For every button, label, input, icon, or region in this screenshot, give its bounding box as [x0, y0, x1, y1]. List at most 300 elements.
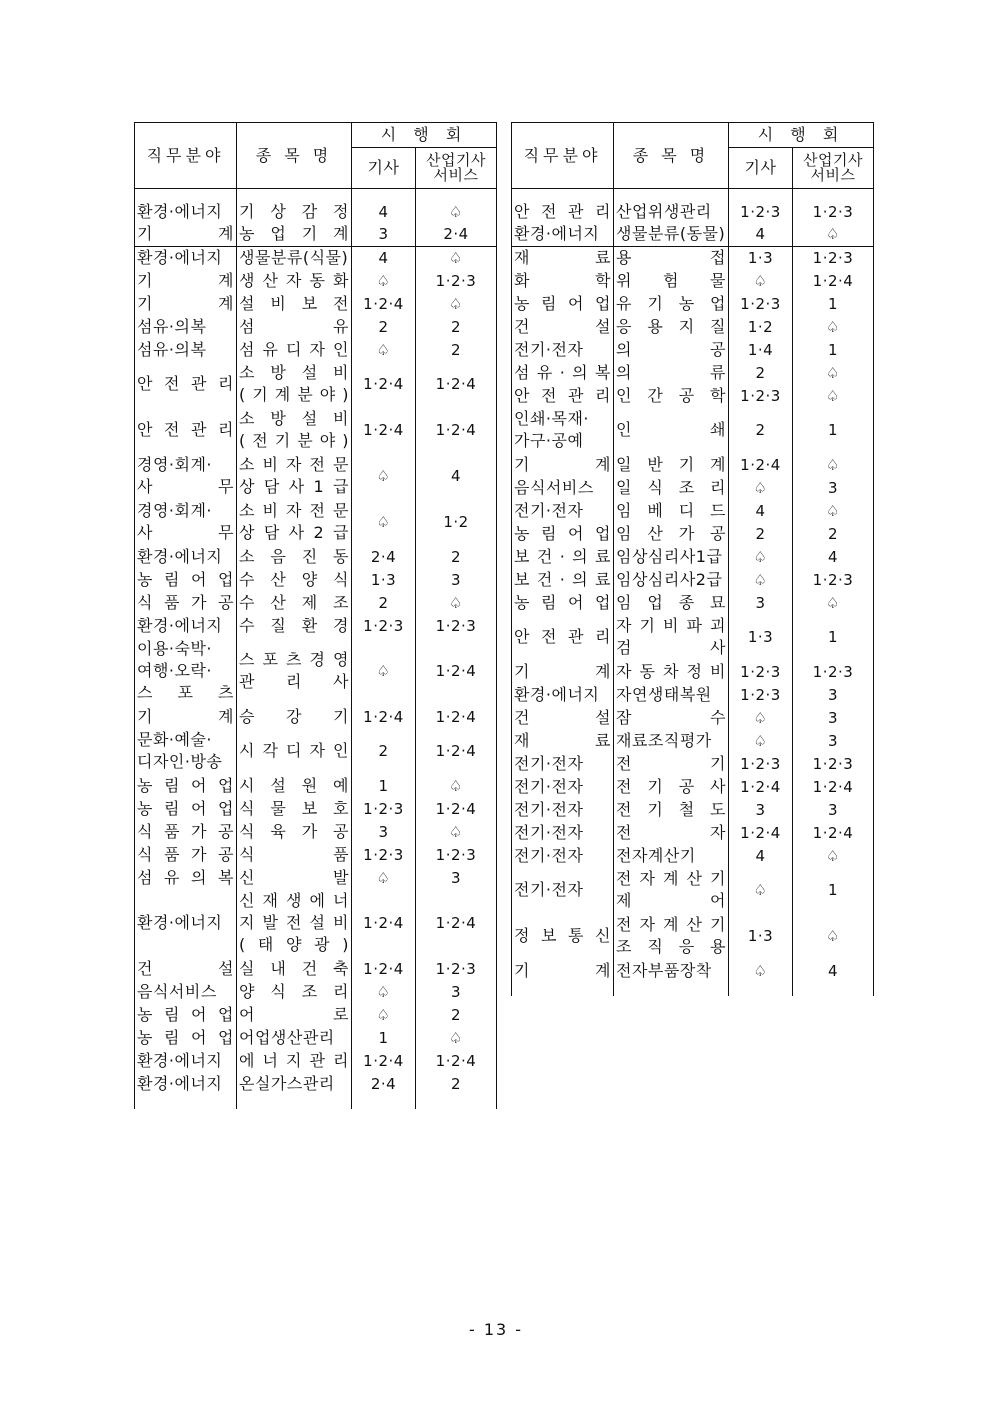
- sanup-round-cell: 2: [416, 338, 497, 361]
- table-row: [512, 867, 874, 913]
- table-row: [512, 223, 874, 246]
- sanup-round-cell: 1·2·4: [793, 269, 874, 292]
- sanup-round-cell: 1·2: [416, 499, 497, 545]
- job-field-cell: 전기·전자: [512, 775, 614, 798]
- gisa-round-cell: 1·2·4: [729, 453, 793, 476]
- exam-name-cell: 신 발: [237, 866, 352, 889]
- gisa-round-cell: 1·3: [729, 913, 793, 959]
- sanup-round-cell: 1·2·4: [416, 361, 497, 407]
- job-field-cell: 기 계: [135, 705, 237, 728]
- gisa-round-cell: 4: [352, 246, 416, 269]
- sanup-round-cell: 1: [793, 407, 874, 453]
- gisa-round-cell: 1·3: [352, 568, 416, 591]
- exam-name-cell: 일 식 조 리: [614, 476, 729, 499]
- job-field-cell: 보 건 · 의 료: [512, 545, 614, 568]
- exam-name-cell: 양 식 조 리: [237, 980, 352, 1003]
- job-field-cell: 전기·전자: [512, 499, 614, 522]
- job-field-cell: 환경·에너지: [512, 683, 614, 706]
- gisa-round-cell: 1: [352, 774, 416, 797]
- job-field-cell: 정 보 통 신: [512, 913, 614, 959]
- table-row: [512, 614, 874, 660]
- sanup-round-cell: 3: [793, 729, 874, 752]
- job-field-cell: 식 품 가 공: [135, 843, 237, 866]
- gisa-round-cell: 1·2·3: [729, 752, 793, 775]
- gisa-round-cell: 1·2: [729, 315, 793, 338]
- exam-name-cell: 수 산 제 조: [237, 591, 352, 614]
- header-sanup: [416, 148, 497, 189]
- job-field-cell: 환경·에너지: [135, 545, 237, 568]
- gisa-round-cell: 1·2·4: [729, 821, 793, 844]
- table-row: [135, 637, 497, 705]
- exam-name-cell: 승 강 기: [237, 705, 352, 728]
- sanup-round-cell: 2: [416, 545, 497, 568]
- exam-name-cell: 스 포 츠 경 영 관 리 사: [237, 637, 352, 705]
- exam-name-cell: 기 상 감 정: [237, 189, 352, 224]
- sanup-round-cell: 1·2·4: [416, 407, 497, 453]
- job-field-cell: 재 료: [512, 246, 614, 269]
- gisa-round-cell: ♤: [729, 568, 793, 591]
- exam-name-cell: 용 접: [614, 246, 729, 269]
- gisa-round-cell: ♤: [352, 980, 416, 1003]
- sanup-round-cell: 1·2·3: [793, 752, 874, 775]
- job-field-cell: 안 전 관 리: [512, 614, 614, 660]
- table-bottom-spacer: [135, 1095, 497, 1109]
- table-row: [512, 729, 874, 752]
- sanup-round-cell: 1·2·3: [416, 614, 497, 637]
- sanup-round-cell: 1·2·3: [416, 269, 497, 292]
- job-field-cell: 전기·전자: [512, 821, 614, 844]
- table-row: [135, 1003, 497, 1026]
- table-row: [135, 315, 497, 338]
- sanup-round-cell: ♤: [416, 189, 497, 224]
- exam-name-cell: 수 질 환 경: [237, 614, 352, 637]
- sanup-round-cell: 3: [793, 476, 874, 499]
- exam-name-cell: 인 간 공 학: [614, 384, 729, 407]
- header-exam-rounds: 시 행 회: [352, 123, 497, 148]
- sanup-round-cell: ♤: [416, 820, 497, 843]
- gisa-round-cell: ♤: [352, 637, 416, 705]
- exam-name-cell: 임 베 디 드: [614, 499, 729, 522]
- gisa-round-cell: 1·2·3: [352, 843, 416, 866]
- gisa-round-cell: ♤: [729, 269, 793, 292]
- header-sanup-label: 산업기사 서비스: [803, 151, 863, 184]
- table-row: [512, 660, 874, 683]
- sanup-round-cell: 1: [793, 867, 874, 913]
- job-field-cell: 화 학: [512, 269, 614, 292]
- sanup-round-cell: 1·2·4: [416, 637, 497, 705]
- spacer-cell: [135, 1095, 237, 1109]
- table-row: [512, 338, 874, 361]
- exam-name-cell: 소 방 설 비 ( 전 기 분 야 ): [237, 407, 352, 453]
- job-field-cell: 전기·전자: [512, 844, 614, 867]
- exam-name-cell: 어 로: [237, 1003, 352, 1026]
- table-row: [512, 499, 874, 522]
- table-row: [135, 407, 497, 453]
- sanup-round-cell: ♤: [793, 315, 874, 338]
- gisa-round-cell: 2: [352, 315, 416, 338]
- gisa-round-cell: 2: [729, 407, 793, 453]
- sanup-round-cell: 1·2·4: [793, 775, 874, 798]
- sanup-round-cell: 1·2·4: [416, 797, 497, 820]
- gisa-round-cell: ♤: [729, 545, 793, 568]
- job-field-cell: 기 계: [512, 660, 614, 683]
- table-row: [135, 980, 497, 1003]
- gisa-round-cell: 1·4: [729, 338, 793, 361]
- table-row: [135, 889, 497, 957]
- exam-name-cell: 일 반 기 계: [614, 453, 729, 476]
- table-row: [512, 189, 874, 224]
- header-gisa: 기사: [352, 148, 416, 189]
- exam-name-cell: 전 기: [614, 752, 729, 775]
- exam-name-cell: 임 업 종 묘: [614, 591, 729, 614]
- sanup-round-cell: 3: [793, 798, 874, 821]
- table-row: [512, 683, 874, 706]
- table-row: [135, 1049, 497, 1072]
- exam-name-cell: 에 너 지 관 리: [237, 1049, 352, 1072]
- job-field-cell: 농 림 어 업: [512, 292, 614, 315]
- sanup-round-cell: 1·2·3: [416, 843, 497, 866]
- exam-name-cell: 재료조직평가: [614, 729, 729, 752]
- sanup-round-cell: 3: [793, 683, 874, 706]
- table-row: [512, 775, 874, 798]
- job-field-cell: 농 림 어 업: [135, 1026, 237, 1049]
- gisa-round-cell: 4: [729, 844, 793, 867]
- sanup-round-cell: 3: [416, 866, 497, 889]
- left-exam-table: [134, 122, 497, 1109]
- exam-name-cell: 임상심리사2급: [614, 568, 729, 591]
- job-field-cell: 기 계: [135, 223, 237, 246]
- sanup-round-cell: ♤: [416, 246, 497, 269]
- table-row: [512, 591, 874, 614]
- sanup-round-cell: ♤: [793, 499, 874, 522]
- sanup-round-cell: 3: [416, 980, 497, 1003]
- table-row: [512, 476, 874, 499]
- job-field-cell: 섬유·의복: [135, 338, 237, 361]
- gisa-round-cell: 3: [729, 798, 793, 821]
- table-row: [135, 820, 497, 843]
- table-row: [512, 522, 874, 545]
- gisa-round-cell: 1·2·4: [352, 889, 416, 957]
- header-field: 직무분야: [512, 123, 614, 189]
- exam-name-cell: 전자부품장착: [614, 959, 729, 982]
- header-field: 직무분야: [135, 123, 237, 189]
- job-field-cell: 안 전 관 리: [135, 361, 237, 407]
- table-bottom-spacer: [512, 982, 874, 996]
- sanup-round-cell: 2: [416, 315, 497, 338]
- job-field-cell: 건 설: [512, 706, 614, 729]
- table-row: [512, 315, 874, 338]
- header-name: 종 목 명: [614, 123, 729, 189]
- exam-name-cell: 농 업 기 계: [237, 223, 352, 246]
- job-field-cell: 인쇄·목재· 가구·공예: [512, 407, 614, 453]
- gisa-round-cell: 1·2·3: [729, 660, 793, 683]
- table-row: [512, 292, 874, 315]
- table-row: [512, 384, 874, 407]
- job-field-cell: 농 림 어 업: [512, 522, 614, 545]
- gisa-round-cell: ♤: [729, 959, 793, 982]
- table-row: [135, 728, 497, 774]
- exam-name-cell: 온실가스관리: [237, 1072, 352, 1095]
- job-field-cell: 농 림 어 업: [135, 797, 237, 820]
- page-number: - 13 -: [468, 1320, 524, 1339]
- exam-name-cell: 시 각 디 자 인: [237, 728, 352, 774]
- exam-name-cell: 전 기 공 사: [614, 775, 729, 798]
- gisa-round-cell: 4: [352, 189, 416, 224]
- gisa-round-cell: 2: [729, 361, 793, 384]
- gisa-round-cell: 1·2·3: [729, 683, 793, 706]
- sanup-round-cell: 1·2·3: [793, 660, 874, 683]
- table-row: [135, 866, 497, 889]
- job-field-cell: 음식서비스: [512, 476, 614, 499]
- table-row: [512, 913, 874, 959]
- exam-name-cell: 자 기 비 파 괴 검 사: [614, 614, 729, 660]
- sanup-round-cell: 1·2·3: [416, 957, 497, 980]
- gisa-round-cell: 2: [352, 728, 416, 774]
- job-field-cell: 기 계: [135, 269, 237, 292]
- sanup-round-cell: 2: [416, 1003, 497, 1026]
- exam-name-cell: 유 기 농 업: [614, 292, 729, 315]
- sanup-round-cell: 3: [416, 568, 497, 591]
- exam-name-cell: 응 용 지 질: [614, 315, 729, 338]
- gisa-round-cell: 1·2·3: [729, 292, 793, 315]
- table-row: [135, 269, 497, 292]
- gisa-round-cell: ♤: [729, 706, 793, 729]
- table-row: [135, 545, 497, 568]
- job-field-cell: 농 림 어 업: [135, 1003, 237, 1026]
- sanup-round-cell: 1·2·4: [416, 889, 497, 957]
- table-row: [512, 269, 874, 292]
- table-row: [135, 1072, 497, 1095]
- job-field-cell: 농 림 어 업: [135, 568, 237, 591]
- job-field-cell: 보 건 · 의 료: [512, 568, 614, 591]
- job-field-cell: 안 전 관 리: [512, 384, 614, 407]
- exam-name-cell: 소 방 설 비 ( 기 계 분 야 ): [237, 361, 352, 407]
- header-sanup: [793, 148, 874, 189]
- table-row: [135, 614, 497, 637]
- gisa-round-cell: 1·2·4: [352, 1049, 416, 1072]
- job-field-cell: 안 전 관 리: [512, 189, 614, 224]
- gisa-round-cell: ♤: [729, 729, 793, 752]
- table-row: [135, 568, 497, 591]
- job-field-cell: 문화·예술· 디자인·방송: [135, 728, 237, 774]
- job-field-cell: 기 계: [512, 959, 614, 982]
- exam-name-cell: 전 자 계 산 기 조 직 응 용: [614, 913, 729, 959]
- job-field-cell: 환경·에너지: [135, 614, 237, 637]
- exam-name-cell: 전 자: [614, 821, 729, 844]
- sanup-round-cell: 2: [416, 1072, 497, 1095]
- exam-name-cell: 산업위생관리: [614, 189, 729, 224]
- spacer-cell: [416, 1095, 497, 1109]
- gisa-round-cell: 1·3: [729, 246, 793, 269]
- exam-name-cell: 섬 유 디 자 인: [237, 338, 352, 361]
- exam-name-cell: 의 류: [614, 361, 729, 384]
- sanup-round-cell: ♤: [793, 844, 874, 867]
- gisa-round-cell: ♤: [352, 1003, 416, 1026]
- exam-name-cell: 실 내 건 축: [237, 957, 352, 980]
- table-row: [135, 246, 497, 269]
- gisa-round-cell: 1·2·3: [352, 614, 416, 637]
- exam-name-cell: 의 공: [614, 338, 729, 361]
- spacer-cell: [614, 982, 729, 996]
- table-row: [512, 246, 874, 269]
- job-field-cell: 농 림 어 업: [512, 591, 614, 614]
- exam-name-cell: 설 비 보 전: [237, 292, 352, 315]
- exam-name-cell: 생물분류(동물): [614, 223, 729, 246]
- job-field-cell: 전기·전자: [512, 798, 614, 821]
- table-row: [135, 843, 497, 866]
- gisa-round-cell: 2: [352, 591, 416, 614]
- exam-name-cell: 어업생산관리: [237, 1026, 352, 1049]
- exam-name-cell: 시 설 원 예: [237, 774, 352, 797]
- gisa-round-cell: ♤: [352, 499, 416, 545]
- exam-name-cell: 신 재 생 에 너 지 발 전 설 비 ( 태 양 광 ): [237, 889, 352, 957]
- exam-name-cell: 소 비 자 전 문 상 담 사 1 급: [237, 453, 352, 499]
- gisa-round-cell: 1·2·4: [352, 705, 416, 728]
- job-field-cell: 건 설: [135, 957, 237, 980]
- table-row: [512, 545, 874, 568]
- sanup-round-cell: ♤: [793, 384, 874, 407]
- job-field-cell: 기 계: [135, 292, 237, 315]
- exam-name-cell: 생물분류(식물): [237, 246, 352, 269]
- job-field-cell: 경영·회계· 사 무: [135, 453, 237, 499]
- spacer-cell: [352, 1095, 416, 1109]
- sanup-round-cell: 1: [793, 614, 874, 660]
- sanup-round-cell: ♤: [793, 223, 874, 246]
- sanup-round-cell: ♤: [793, 453, 874, 476]
- gisa-round-cell: 1·2·3: [729, 189, 793, 224]
- exam-name-cell: 수 산 양 식: [237, 568, 352, 591]
- table-row: [135, 705, 497, 728]
- spacer-cell: [237, 1095, 352, 1109]
- sanup-round-cell: 1·2·4: [416, 1049, 497, 1072]
- job-field-cell: 전기·전자: [512, 867, 614, 913]
- job-field-cell: 섬 유 · 의 복: [512, 361, 614, 384]
- gisa-round-cell: 1·2·4: [352, 957, 416, 980]
- gisa-round-cell: 1·2·4: [352, 361, 416, 407]
- sanup-round-cell: 1: [793, 338, 874, 361]
- job-field-cell: 경영·회계· 사 무: [135, 499, 237, 545]
- sanup-round-cell: 1·2·3: [793, 246, 874, 269]
- sanup-round-cell: 1·2·4: [793, 821, 874, 844]
- sanup-round-cell: ♤: [416, 1026, 497, 1049]
- sanup-round-cell: ♤: [793, 913, 874, 959]
- sanup-round-cell: 4: [793, 545, 874, 568]
- exam-name-cell: 식 물 보 호: [237, 797, 352, 820]
- sanup-round-cell: ♤: [416, 292, 497, 315]
- right-exam-table: [511, 122, 874, 996]
- job-field-cell: 환경·에너지: [135, 889, 237, 957]
- job-field-cell: 식 품 가 공: [135, 820, 237, 843]
- table-row: [135, 957, 497, 980]
- table-row: [135, 453, 497, 499]
- gisa-round-cell: 1·3: [729, 614, 793, 660]
- exam-name-cell: 위 험 물: [614, 269, 729, 292]
- spacer-cell: [729, 982, 793, 996]
- spacer-cell: [512, 982, 614, 996]
- table-row: [512, 959, 874, 982]
- exam-name-cell: 소 음 진 동: [237, 545, 352, 568]
- gisa-round-cell: 1·2·4: [352, 407, 416, 453]
- gisa-round-cell: 3: [352, 223, 416, 246]
- sanup-round-cell: 1·2·4: [416, 728, 497, 774]
- gisa-round-cell: ♤: [352, 453, 416, 499]
- job-field-cell: 이용·숙박· 여행·오락· 스 포 츠: [135, 637, 237, 705]
- table-row: [512, 407, 874, 453]
- job-field-cell: 환경·에너지: [512, 223, 614, 246]
- job-field-cell: 환경·에너지: [135, 1049, 237, 1072]
- sanup-round-cell: 4: [416, 453, 497, 499]
- table-row: [512, 798, 874, 821]
- spacer-cell: [793, 982, 874, 996]
- sanup-round-cell: ♤: [793, 361, 874, 384]
- sanup-round-cell: 1·2·3: [793, 568, 874, 591]
- table-row: [135, 774, 497, 797]
- exam-name-cell: 임 산 가 공: [614, 522, 729, 545]
- gisa-round-cell: 3: [352, 820, 416, 843]
- table-row: [135, 338, 497, 361]
- job-field-cell: 전기·전자: [512, 752, 614, 775]
- exam-name-cell: 인 쇄: [614, 407, 729, 453]
- sanup-round-cell: 4: [793, 959, 874, 982]
- left-table-body: [135, 189, 497, 1110]
- header-gisa: 기사: [729, 148, 793, 189]
- job-field-cell: 건 설: [512, 315, 614, 338]
- gisa-round-cell: 2·4: [352, 545, 416, 568]
- table-row: [135, 361, 497, 407]
- gisa-round-cell: 1·2·4: [352, 292, 416, 315]
- table-row: [512, 706, 874, 729]
- sanup-round-cell: 1·2·4: [416, 705, 497, 728]
- exam-name-cell: 잠 수: [614, 706, 729, 729]
- gisa-round-cell: ♤: [729, 476, 793, 499]
- exam-name-cell: 식 품: [237, 843, 352, 866]
- table-row: [512, 752, 874, 775]
- table-row: [512, 821, 874, 844]
- sanup-round-cell: ♤: [793, 591, 874, 614]
- gisa-round-cell: 1·2·3: [729, 384, 793, 407]
- job-field-cell: 환경·에너지: [135, 189, 237, 224]
- header-name: 종 목 명: [237, 123, 352, 189]
- job-field-cell: 섬유·의복: [135, 315, 237, 338]
- exam-name-cell: 전 기 철 도: [614, 798, 729, 821]
- sanup-round-cell: ♤: [416, 591, 497, 614]
- job-field-cell: 재 료: [512, 729, 614, 752]
- gisa-round-cell: 4: [729, 223, 793, 246]
- job-field-cell: 기 계: [512, 453, 614, 476]
- exam-name-cell: 식 육 가 공: [237, 820, 352, 843]
- table-row: [135, 797, 497, 820]
- sanup-round-cell: 3: [793, 706, 874, 729]
- table-row: [512, 844, 874, 867]
- exam-name-cell: 소 비 자 전 문 상 담 사 2 급: [237, 499, 352, 545]
- job-field-cell: 안 전 관 리: [135, 407, 237, 453]
- job-field-cell: 음식서비스: [135, 980, 237, 1003]
- gisa-round-cell: 1: [352, 1026, 416, 1049]
- sanup-round-cell: 1·2·3: [793, 189, 874, 224]
- job-field-cell: 농 림 어 업: [135, 774, 237, 797]
- gisa-round-cell: ♤: [352, 269, 416, 292]
- sanup-round-cell: 2·4: [416, 223, 497, 246]
- exam-name-cell: 자연생태복원: [614, 683, 729, 706]
- gisa-round-cell: 3: [729, 591, 793, 614]
- table-row: [512, 361, 874, 384]
- gisa-round-cell: ♤: [729, 867, 793, 913]
- job-field-cell: 전기·전자: [512, 338, 614, 361]
- exam-name-cell: 생 산 자 동 화: [237, 269, 352, 292]
- table-row: [135, 1026, 497, 1049]
- exam-name-cell: 임상심리사1급: [614, 545, 729, 568]
- job-field-cell: 환경·에너지: [135, 1072, 237, 1095]
